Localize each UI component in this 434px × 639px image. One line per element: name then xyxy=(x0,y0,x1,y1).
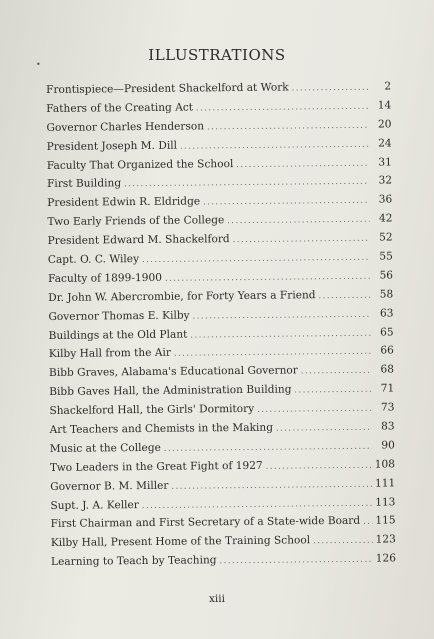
dot-leader xyxy=(165,272,370,283)
dot-leader xyxy=(276,423,372,433)
entry-title: Governor Thomas E. Kilby xyxy=(48,309,190,323)
entry-title: Governor B. M. Miller xyxy=(50,479,169,493)
entry-page-number: 14 xyxy=(377,99,392,112)
dot-leader xyxy=(190,328,370,339)
entry-title: Governor Charles Henderson xyxy=(46,120,205,134)
entry-page-number: 52 xyxy=(379,231,393,244)
dot-leader xyxy=(301,366,371,376)
entry-title: President Edwin R. Eldridge xyxy=(47,195,201,210)
entry-title: First Chairman and First Secretary of a State-wide Board xyxy=(50,515,361,531)
entry-title: Buildings at the Old Plant xyxy=(48,328,188,342)
dot-leader xyxy=(142,253,370,264)
dot-leader xyxy=(220,555,373,566)
entry-title: Bibb Graves, Alabama's Educational Governor xyxy=(48,364,298,380)
entry-page-number: 42 xyxy=(378,212,393,225)
entry-title: Faculty That Organized the School xyxy=(46,157,234,172)
dot-leader xyxy=(294,385,371,395)
illustrations-list xyxy=(46,80,396,575)
entry-page-number: 55 xyxy=(379,250,393,263)
entry-title: Supt. J. A. Keller xyxy=(50,498,139,512)
entry-page-number: 24 xyxy=(378,137,392,150)
dot-leader xyxy=(124,177,369,189)
entry-title: Kilby Hall from the Air xyxy=(48,347,172,361)
entry-page-number: 108 xyxy=(374,458,396,471)
entry-page-number: 123 xyxy=(375,533,396,546)
entry-page-number: 32 xyxy=(378,174,393,187)
entry-page-number: 63 xyxy=(379,307,394,320)
entry-page-number: 126 xyxy=(375,552,397,565)
entry-page-number: 58 xyxy=(379,288,394,301)
entry-title: Dr. John W. Abercrombie, for Forty Years a Friend xyxy=(48,288,316,304)
entry-page-number: 65 xyxy=(380,325,394,339)
dot-leader xyxy=(164,442,372,453)
entry-title: Shackelford Hall, the Girls' Dormitory xyxy=(49,402,255,418)
entry-page-number: 56 xyxy=(379,269,394,282)
entry-page-number: 90 xyxy=(381,439,395,452)
entry-title: Music at the College xyxy=(49,441,161,455)
entry-page-number: 31 xyxy=(378,155,392,169)
dot-leader xyxy=(319,290,371,300)
entry-page-number: 113 xyxy=(375,495,396,509)
entry-title: Art Teachers and Chemists in the Making xyxy=(49,421,274,437)
entry-page-number: 83 xyxy=(381,420,395,433)
dot-leader xyxy=(174,347,371,358)
entry-page-number: 66 xyxy=(380,344,394,357)
entry-page-number: 20 xyxy=(377,118,392,131)
dot-leader xyxy=(313,536,372,546)
entry-page-number: 115 xyxy=(375,514,396,528)
entry-title: Bibb Gaves Hall, the Administration Building xyxy=(49,383,292,399)
entry-page-number: 111 xyxy=(374,477,396,490)
dot-leader xyxy=(203,196,369,207)
entry-title: Two Leaders in the Great Fight of 1927 xyxy=(49,459,263,474)
dot-leader xyxy=(233,234,370,244)
dot-leader xyxy=(171,479,372,490)
dot-leader xyxy=(142,498,372,509)
dot-leader xyxy=(193,309,371,320)
dot-leader xyxy=(292,83,368,93)
dot-leader xyxy=(180,139,369,150)
dot-leader xyxy=(266,460,372,470)
page-title: ILLUSTRATIONS xyxy=(148,46,286,64)
entry-page-number: 68 xyxy=(380,363,395,376)
entry-title: Frontispiece—President Shackelford at Work xyxy=(46,81,289,96)
entry-title: Learning to Teach by Teaching xyxy=(50,554,217,569)
entry-title: Kilby Hall, Present Home of the Training School xyxy=(50,534,311,550)
entry-title: President Joseph M. Dill xyxy=(46,139,178,153)
dot-leader xyxy=(196,102,368,113)
entry-title: First Building xyxy=(46,177,122,191)
entry-title: Fathers of the Creating Act xyxy=(46,101,194,115)
dot-leader xyxy=(236,158,369,168)
entry-title: Capt. O. C. Wiley xyxy=(47,253,140,267)
entry-title: Two Early Friends of the College xyxy=(47,214,225,229)
entry-page-number: 73 xyxy=(380,401,395,414)
dot-leader xyxy=(227,215,369,225)
entry-page-number: 71 xyxy=(380,382,395,395)
entry-page-number: 2 xyxy=(384,80,392,93)
entry-page-number: 36 xyxy=(378,193,393,206)
list-item xyxy=(51,553,396,576)
dot-leader xyxy=(257,404,371,414)
entry-title: Faculty of 1899-1900 xyxy=(47,271,162,285)
bullet-mark: • xyxy=(36,60,41,69)
entry-title: President Edward M. Shackelford xyxy=(47,233,230,248)
page-number: xiii xyxy=(209,593,225,605)
dot-leader xyxy=(207,120,368,131)
dot-leader xyxy=(363,517,372,526)
